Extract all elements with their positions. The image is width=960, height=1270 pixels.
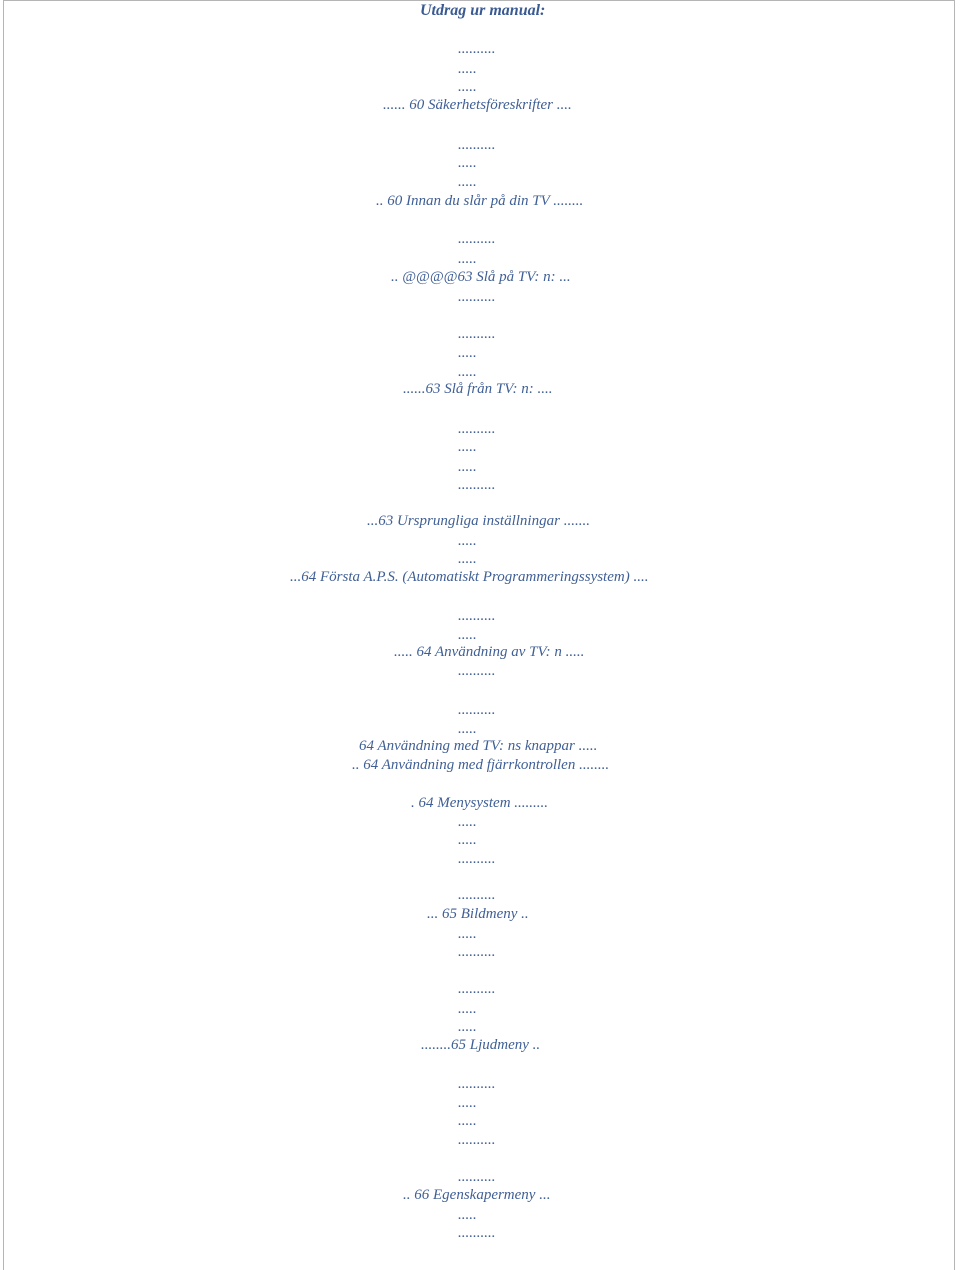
toc-line: ..... [458, 251, 477, 267]
toc-line: ..... [458, 155, 477, 171]
page-border-left [3, 0, 4, 1270]
toc-line: .......... [458, 663, 496, 679]
toc-line: ..... [458, 627, 477, 643]
toc-line: ..... [458, 926, 477, 942]
toc-line: ..... [458, 345, 477, 361]
toc-line: .......... [458, 41, 496, 57]
toc-line: ..... [458, 1019, 477, 1035]
toc-line: .......... [458, 1169, 496, 1185]
toc-line: ..... [458, 1113, 477, 1129]
toc-line: .......... [458, 326, 496, 342]
toc-line: ..... [458, 61, 477, 77]
toc-line: ..... [458, 533, 477, 549]
toc-entry-ursprungliga-installningar: ...63 Ursprungliga inställningar ....... [367, 513, 590, 529]
toc-entry-sakerhetsforeskrifter: ...... 60 Säkerhetsföreskrifter .... [383, 97, 572, 113]
toc-line: .......... [458, 608, 496, 624]
page-border-right [954, 0, 955, 1270]
toc-line: ..... [458, 1207, 477, 1223]
toc-entry-bildmeny: ... 65 Bildmeny .. [427, 906, 529, 922]
toc-line: .......... [458, 944, 496, 960]
toc-line: ..... [458, 459, 477, 475]
toc-entry-ljudmeny: ........65 Ljudmeny .. [421, 1037, 541, 1053]
toc-entry-sla-pa-tv: .. @@@@63 Slå på TV: n: ... [391, 269, 571, 285]
toc-line: .......... [458, 421, 496, 437]
toc-line: .......... [458, 231, 496, 247]
toc-line: ..... [458, 79, 477, 95]
toc-line: .......... [458, 851, 496, 867]
toc-line: .......... [458, 289, 496, 305]
toc-line: ..... [458, 721, 477, 737]
toc-line: .......... [458, 981, 496, 997]
toc-line: ..... [458, 1001, 477, 1017]
toc-line: .......... [458, 1132, 496, 1148]
toc-line: ..... [458, 439, 477, 455]
toc-line: .......... [458, 1076, 496, 1092]
toc-entry-forsta-aps: ...64 Första A.P.S. (Automatiskt Programmeringssystem) .... [290, 569, 649, 585]
toc-line: ..... [458, 364, 477, 380]
toc-line: .......... [458, 702, 496, 718]
toc-line: .......... [458, 477, 496, 493]
toc-line: ..... [458, 832, 477, 848]
manual-excerpt-heading: Utdrag ur manual: [420, 2, 546, 19]
toc-line: ..... [458, 551, 477, 567]
toc-line: ..... [458, 174, 477, 190]
page-border-top [3, 0, 955, 1]
toc-entry-anvandning-med-knappar: 64 Användning med TV: ns knappar ..... [359, 738, 598, 754]
toc-entry-anvandning-av-tv: ..... 64 Användning av TV: n ..... [394, 644, 585, 660]
toc-entry-egenskapermeny: .. 66 Egenskapermeny ... [403, 1187, 551, 1203]
toc-line: ..... [458, 1095, 477, 1111]
toc-line: ..... [458, 814, 477, 830]
toc-entry-innan-du-slar-pa: .. 60 Innan du slår på din TV ........ [376, 193, 584, 209]
toc-entry-menysystem: . 64 Menysystem ......... [411, 795, 549, 811]
toc-entry-sla-fran-tv: ......63 Slå från TV: n: .... [403, 381, 553, 397]
toc-line: .......... [458, 887, 496, 903]
toc-entry-anvandning-med-fjarrkontrollen: .. 64 Användning med fjärrkontrollen ........ [352, 757, 610, 773]
toc-line: .......... [458, 137, 496, 153]
toc-line: .......... [458, 1225, 496, 1241]
